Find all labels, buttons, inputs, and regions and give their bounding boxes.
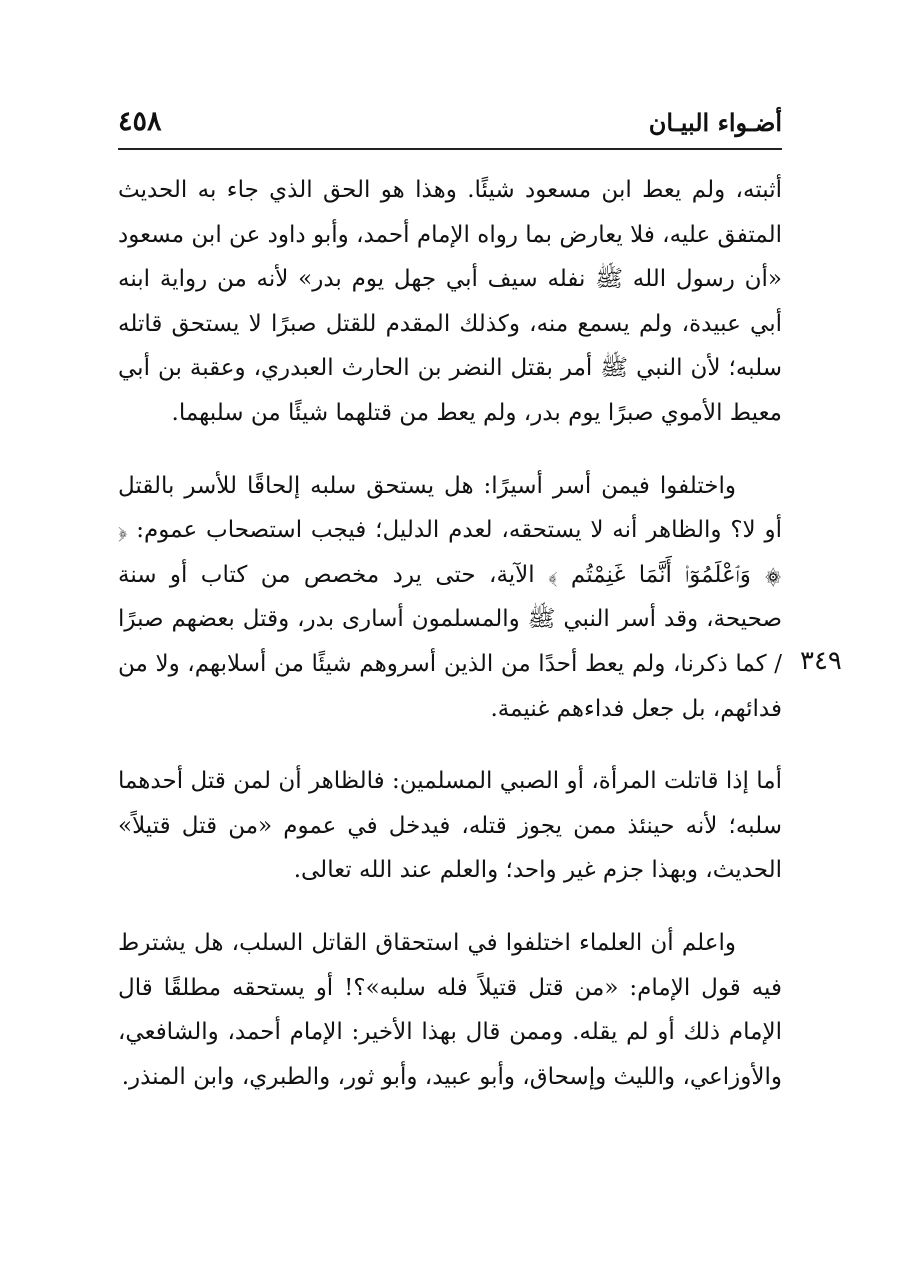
page-header <box>118 102 782 150</box>
page-number: ٤٥٨ <box>118 106 162 137</box>
paragraph-3: أما إذا قاتلت المرأة، أو الصبي المسلمين: فالظاهر أن لمن قتل أحدهما سلبه؛ لأنه حينئذ ممن يجوز قتله، فيدخل في عموم «من قتل قتيلاً» الحديث، وبهذا جزم غير واحد؛ والعلم عند الله تعالى. <box>118 768 782 884</box>
paragraph-2: واختلفوا فيمن أسر أسيرًا: هل يستحق سلبه إلحاقًا للأسر بالقتل أو لا؟ والظاهر أنه لا يستحقه، لعدم الدليل؛ فيجب استصحاب عموم: ﴿ ۞ وَٱعْلَمُوٓا۟ أَنَّمَا غَنِمْتُم ﴾ الآية، حتى يرد مخصص من كتاب أو سنة صحيحة، وقد أسر النبي ﷺ والمسلمون أسارى بدر، وقتل بعضهم صبرًا / كما ذكرنا، ولم يعط أحدًا من الذين أسروهم شيئًا من أسلابهم، ولا من فدائهم، بل جعل فداءهم غنيمة. <box>118 472 782 722</box>
book-title: أضـواء البيـان <box>648 108 782 137</box>
paragraph-1: أثبته، ولم يعط ابن مسعود شيئًا. وهذا هو الحق الذي جاء به الحديث المتفق عليه، فلا يعارض بما رواه الإمام أحمد، وأبو داود عن ابن مسعود «أن رسول الله ﷺ نفله سيف أبي جهل يوم بدر» لأنه من رواية ابنه أبي عبيدة، ولم يسمع منه، وكذلك المقدم للقتل صبرًا لا يستحق قاتله سلبه؛ لأن النبي ﷺ أمر بقتل النضر بن الحارث العبدري، وعقبة بن أبي معيط الأموي صبرًا يوم بدر، ولم يعط من قتلهما شيئًا من سلبهما. <box>118 177 782 426</box>
paragraph-4: واعلم أن العلماء اختلفوا في استحقاق القاتل السلب، هل يشترط فيه قول الإمام: «من قتل قتيلاً فله سلبه»؟! أو يستحقه مطلقًا قال الإمام ذلك أو لم يقله. وممن قال بهذا الأخير: الإمام أحمد، والشافعي، والأوزاعي، والليث وإسحاق، وأبو عبيد، وأبو ثور، والطبري، وابن المنذر. <box>118 929 782 1090</box>
margin-page-reference: ٣٤٩ <box>800 646 842 676</box>
body-text <box>118 168 782 1099</box>
